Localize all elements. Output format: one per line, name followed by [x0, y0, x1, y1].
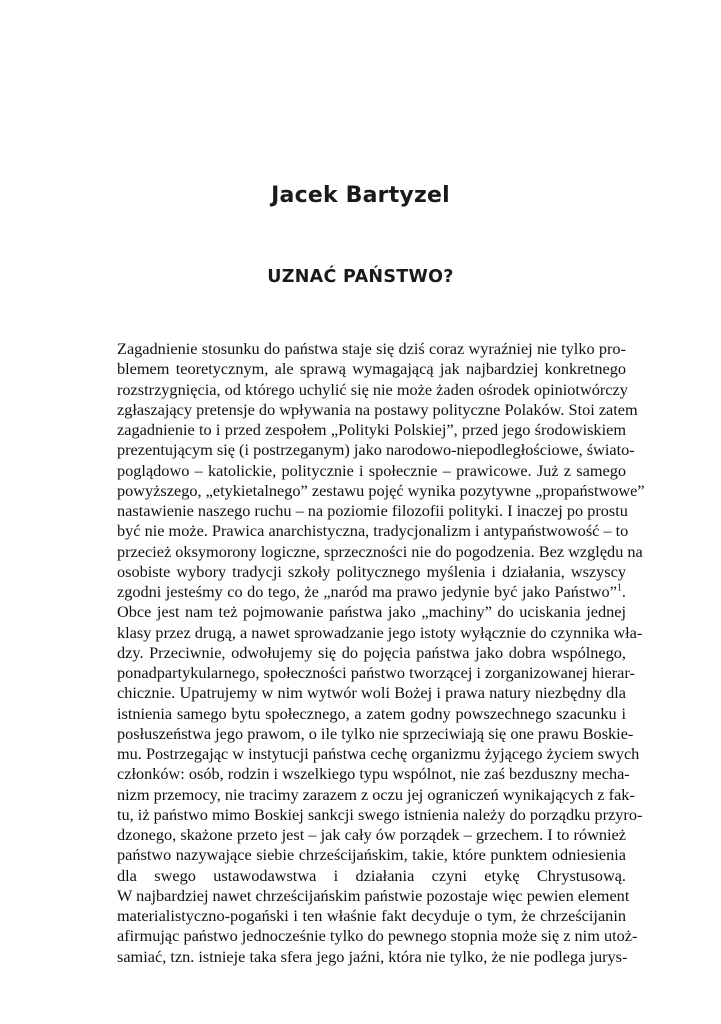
text-line: materialistyczno-pogański i ten właśnie fakt decyduje o tym, że chrześcijanin: [117, 906, 626, 925]
text-line: państwo nazywające siebie chrześcijańskim, takie, które punktem odniesienia: [117, 845, 626, 865]
text-line: W najbardziej nawet chrześcijańskim państwie pozostaje więc pewien element: [117, 885, 630, 905]
text-line: rozstrzygnięcia, od którego uchylić się nie może żaden ośrodek opiniotwórczy: [117, 379, 628, 399]
text-line: Obce jest nam też pojmowanie państwa jako „machiny” do uciskania jednej: [117, 602, 626, 622]
text-line: zagadnienie to i przed zespołem „Polityki Polskiej”, przed jego środowiskiem: [117, 420, 626, 439]
text-line: samiać, tzn. istnieje taka sfera jego jaźni, która nie tylko, że nie podlega jurys-: [117, 946, 628, 966]
text-line: osobiste wybory tradycji szkoły politycznego myślenia i działania, wszyscy: [117, 561, 626, 581]
text-line: istnienia samego bytu społecznego, a zatem godny powszechnego szacunku i: [117, 703, 626, 723]
text-line: dzy. Przeciwnie, odwołujemy się do pojęcia państwa jako dobra wspólnego,: [117, 642, 626, 662]
text-line: chicznie. Upatrujemy w nim wytwór woli Bożej i prawa natury niezbędny dla: [117, 683, 626, 703]
text-line: zgłaszający pretensje do wpływania na postawy polityczne Polaków. Stoi zatem: [117, 399, 638, 419]
author-name: Jacek Bartyzel: [271, 183, 450, 208]
text-line: prezentującym się (i postrzeganym) jako narodowo-niepodległościowe, świato-: [117, 440, 635, 460]
text-line: afirmując państwo jednocześnie tylko do pewnego stopnia może się z nim utoż-: [117, 926, 638, 946]
text-line-with-footnote: zgodni jesteśmy co do tego, że „naród ma prawo jedynie być jako Państwo”$^1$.: [117, 582, 626, 601]
text-line: przecież oksymorony logiczne, sprzeczności nie do pogodzenia. Bez względu na: [117, 541, 643, 561]
text-line: być nie może. Prawica anarchistyczna, tradycjonalizm i antypaństwowość – to: [117, 521, 629, 541]
text-line: nizm przemocy, nie tracimy zarazem z oczu jej ograniczeń wynikających z fak-: [117, 784, 635, 804]
text-line: klasy przez drugą, a nawet sprowadzanie jego istoty wyłącznie do czynnika wła-: [117, 622, 643, 642]
text-line: członków: osób, rodzin i wszelkiego typu wspólnot, nie zaś bezduszny mecha-: [117, 764, 630, 784]
text-line: nastawienie naszego ruchu – na poziomie filozofii polityki. I inaczej po prostu: [117, 501, 628, 520]
text-line: mu. Postrzegając w instytucji państwa cechę organizmu żyjącego życiem swych: [117, 744, 640, 763]
article-body: [117, 339, 645, 967]
footnote-marker: 1: [616, 582, 622, 594]
text-line: poglądowo – katolickie, politycznie i społecznie – prawicowe. Już z samego: [117, 460, 626, 480]
text-line: ponadpartykularnego, społeczności państwo tworzącej i zorganizowanej hierar-: [117, 663, 635, 682]
text-line: tu, iż państwo mimo Boskiej sankcji swego istnienia należy do porządku przyro-: [117, 804, 643, 824]
text-line: dla swego ustawodawstwa i działania czyni etykę Chrystusową.: [117, 865, 626, 885]
text-line-content: zgodni jesteśmy co do tego, że „naród ma prawo jedynie być jako Państwo”: [117, 582, 617, 601]
text-line: dzonego, skażone przeto jest – jak cały ów porządek – grzechem. I to również: [117, 825, 626, 844]
text-line: blemem teoretycznym, ale sprawą wymagającą jak najbardziej konkretnego: [117, 359, 626, 379]
article-title: UZNAĆ PAŃSTWO?: [267, 267, 454, 287]
text-line: Zagadnienie stosunku do państwa staje się dziś coraz wyraźniej nie tylko pro-: [117, 339, 626, 358]
text-line: powyższego, „etykietalnego” zestawu pojęć wynika pozytywne „propaństwowe”: [117, 480, 645, 500]
text-line: posłuszeństwa jego prawom, o ile tylko nie sprzeciwiają się one prawu Boskie-: [117, 723, 634, 743]
